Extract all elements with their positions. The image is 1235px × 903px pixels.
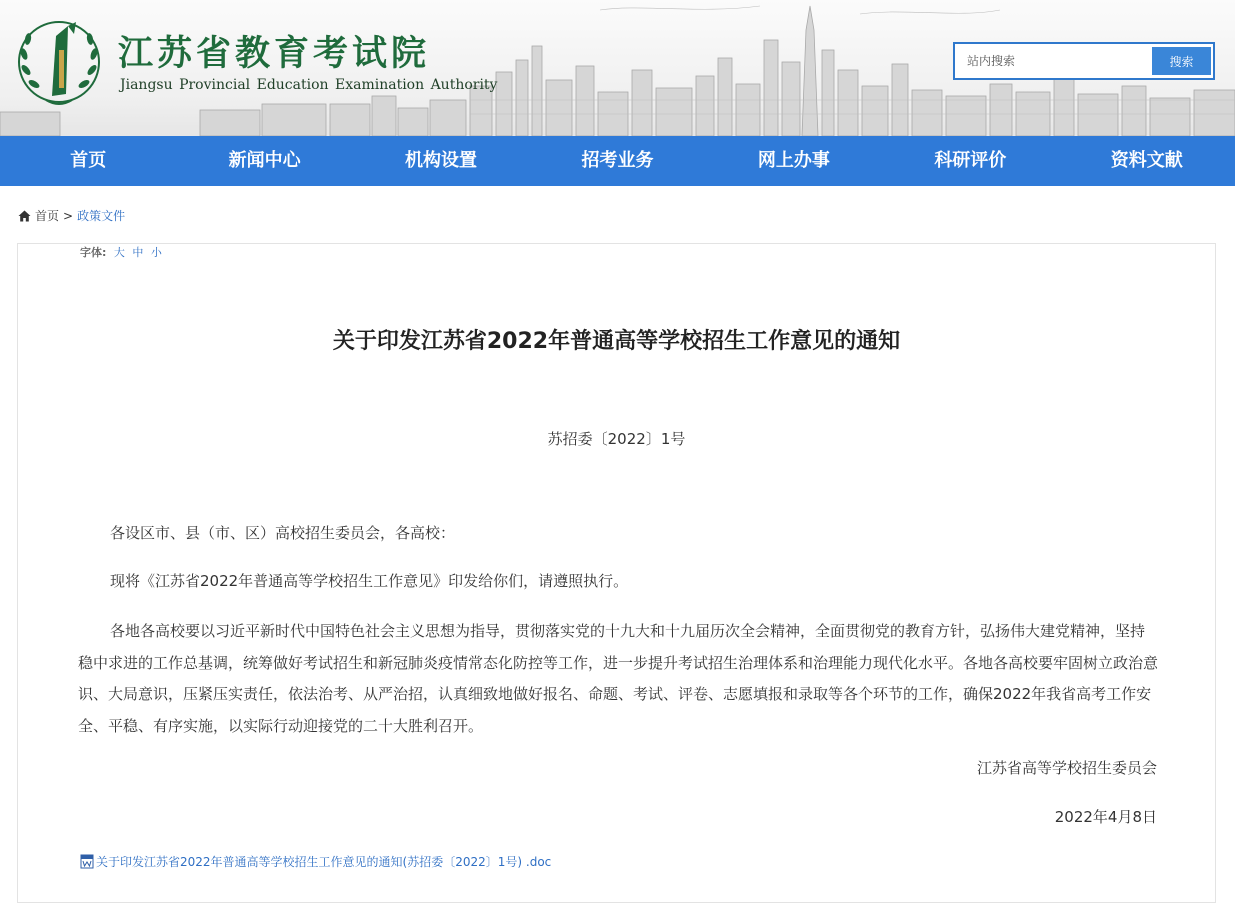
emblem-logo-icon[interactable]	[16, 14, 102, 110]
search-input[interactable]	[955, 44, 1149, 78]
nav-item-news[interactable]: 新闻中心	[228, 150, 301, 171]
main-nav	[0, 136, 1235, 186]
article-container	[17, 243, 1216, 903]
search-button[interactable]: 搜索	[1152, 47, 1211, 75]
paragraph-2: 各地各高校要以习近平新时代中国特色社会主义思想为指导，贯彻落实党的十九大和十九届历次全会精神，全面贯彻党的教育方针，弘扬伟大建党精神，坚持稳中求进的工作总基调，统筹做好考试招生和新冠肺炎疫情常态化防控等工作，进一步提升考试招生治理体系和治理能力现代化水平。各地各高校要牢固树立政治意识、大局意识，压紧压实责任，依法治考、从严治招，认真细致地做好报名、命题、考试、评卷、志愿填报和录取等各个环节的工作，确保2022年我省高考工作安全、平稳、有序实施，以实际行动迎接党的二十大胜利召开。	[78, 622, 1159, 735]
nav-item-home[interactable]: 首页	[70, 150, 107, 171]
attachment-filename[interactable]: 关于印发江苏省2022年普通高等学校招生工作意见的通知(苏招委〔2022〕1号) .doc	[96, 855, 552, 869]
site-title[interactable]: 江苏省教育考试院	[118, 34, 431, 74]
font-size-medium[interactable]: 中	[132, 246, 144, 259]
site-subtitle: Jiangsu Provincial Education Examination Authority	[120, 77, 498, 93]
home-icon[interactable]	[18, 210, 31, 222]
breadcrumb-separator: >	[63, 208, 74, 223]
salutation: 各设区市、县（市、区）高校招生委员会，各高校：	[110, 524, 456, 542]
font-size-label: 字体:	[80, 246, 107, 259]
nav-item-organization[interactable]: 机构设置	[405, 150, 478, 171]
paragraph-1: 现将《江苏省2022年普通高等学校招生工作意见》印发给你们，请遵照执行。	[110, 572, 629, 590]
nav-item-documents[interactable]: 资料文献	[1110, 150, 1183, 171]
font-size-large[interactable]: 大	[113, 246, 125, 259]
font-size-control	[80, 244, 162, 260]
issue-date: 2022年4月8日	[1054, 808, 1157, 826]
article-title: 关于印发江苏省2022年普通高等学校招生工作意见的通知	[332, 329, 901, 354]
attachment-link[interactable]	[80, 853, 551, 870]
breadcrumb-current[interactable]: 政策文件	[77, 209, 126, 223]
nav-item-admissions[interactable]: 招考业务	[581, 150, 654, 171]
word-doc-icon	[80, 854, 94, 869]
search-box	[953, 42, 1215, 80]
site-header	[0, 0, 1235, 136]
document-number: 苏招委〔2022〕1号	[547, 430, 686, 448]
signature: 江苏省高等学校招生委员会	[976, 759, 1157, 777]
nav-item-research[interactable]: 科研评价	[934, 150, 1007, 171]
font-size-small[interactable]: 小	[150, 246, 162, 259]
nav-item-online-services[interactable]: 网上办事	[757, 150, 830, 171]
breadcrumb	[18, 207, 125, 224]
breadcrumb-home[interactable]: 首页	[35, 209, 60, 223]
